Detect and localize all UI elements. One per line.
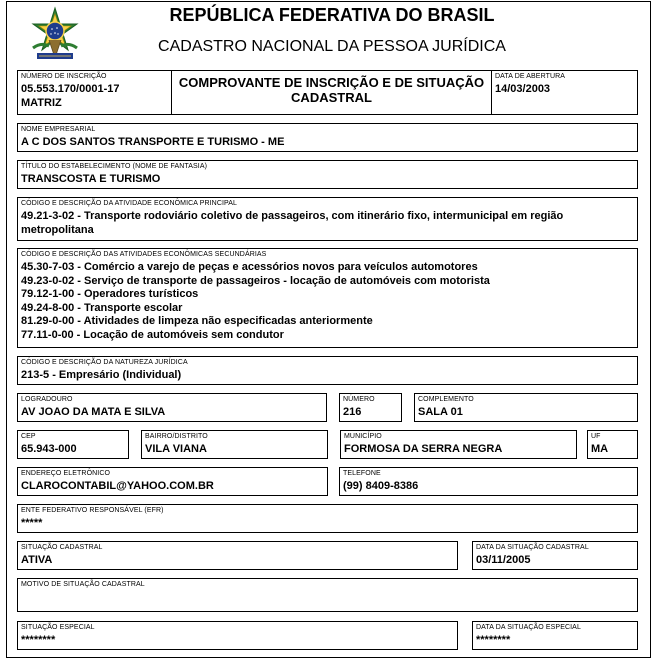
comprovante-title-line1: COMPROVANTE DE INSCRIÇÃO E DE SITUAÇÃO <box>178 75 485 90</box>
titulo-estabelecimento-value: TRANSCOSTA E TURISMO <box>21 173 161 185</box>
list-item: 77.11-0-00 - Locação de automóveis sem condutor <box>21 328 284 341</box>
situacao-box <box>17 541 458 570</box>
efr-value: ***** <box>21 517 43 529</box>
atividade-principal-label: CÓDIGO E DESCRIÇÃO DA ATIVIDADE ECONÔMICA PRINCIPAL <box>21 200 238 207</box>
municipio-box <box>340 430 577 459</box>
atividades-secundarias-label: CÓDIGO E DESCRIÇÃO DAS ATIVIDADES ECONÔMICAS SECUNDÁRIAS <box>21 251 267 258</box>
natureza-juridica-label: CÓDIGO E DESCRIÇÃO DA NATUREZA JURÍDICA <box>21 359 188 366</box>
inscricao-box <box>17 70 172 115</box>
titulo-estabelecimento-box <box>17 160 638 189</box>
page-title: REPÚBLICA FEDERATIVA DO BRASIL <box>169 5 495 25</box>
logradouro-value: AV JOAO DA MATA E SILVA <box>21 406 166 418</box>
document-frame <box>6 1 651 658</box>
atividades-secundarias-box <box>17 248 638 348</box>
telefone-box <box>339 467 638 496</box>
efr-label: ENTE FEDERATIVO RESPONSÁVEL (EFR) <box>21 507 164 514</box>
cep-box <box>17 430 129 459</box>
bairro-label: BAIRRO/DISTRITO <box>145 433 208 440</box>
complemento-label: COMPLEMENTO <box>418 396 474 403</box>
nome-empresarial-label: NOME EMPRESARIAL <box>21 126 96 133</box>
list-item: 45.30-7-03 - Comércio a varejo de peças e acessórios novos para veículos automotores <box>21 261 478 273</box>
atividades-secundarias-list <box>21 261 634 343</box>
natureza-juridica-box <box>17 356 638 385</box>
uf-label: UF <box>591 433 601 440</box>
atividade-principal-line1: 49.21-3-02 - Transporte rodoviário coletivo de passageiros, com itinerário fixo, intermunicipal em região <box>21 210 564 222</box>
email-value: CLAROCONTABIL@YAHOO.COM.BR <box>21 480 214 492</box>
inscricao-label: NÚMERO DE INSCRIÇÃO <box>21 73 107 80</box>
abertura-label: DATA DE ABERTURA <box>495 73 566 80</box>
telefone-value: (99) 8409-8386 <box>343 480 419 492</box>
brazil-coat-of-arms-icon <box>27 6 83 64</box>
numero-label: NÚMERO <box>343 396 375 403</box>
comprovante-title <box>172 75 491 105</box>
logradouro-box <box>17 393 327 422</box>
municipio-label: MUNICÍPIO <box>344 433 382 440</box>
data-situacao-label: DATA DA SITUAÇÃO CADASTRAL <box>476 544 589 551</box>
titulo-estabelecimento-label: TÍTULO DO ESTABELECIMENTO (NOME DE FANTASIA) <box>21 163 208 170</box>
situacao-label: SITUAÇÃO CADASTRAL <box>21 544 103 551</box>
bairro-value: VILA VIANA <box>145 443 207 455</box>
municipio-value: FORMOSA DA SERRA NEGRA <box>344 443 503 455</box>
cnpj-tipo: MATRIZ <box>21 96 62 109</box>
telefone-label: TELEFONE <box>343 470 381 477</box>
email-label: ENDEREÇO ELETRÔNICO <box>21 470 111 477</box>
atividade-principal-value <box>21 210 634 237</box>
abertura-value: 14/03/2003 <box>495 83 551 95</box>
situacao-especial-box <box>17 621 458 650</box>
complemento-value: SALA 01 <box>418 406 463 418</box>
numero-value: 216 <box>343 406 362 418</box>
list-item: 81.29-0-00 - Atividades de limpeza não especificadas anteriormente <box>21 315 373 328</box>
uf-box <box>587 430 638 459</box>
data-situacao-value: 03/11/2005 <box>476 554 531 566</box>
list-item: 49.23-0-02 - Serviço de transporte de passageiros - locação de automóveis com motorista <box>21 274 490 287</box>
numero-box <box>339 393 402 422</box>
motivo-label: MOTIVO DE SITUAÇÃO CADASTRAL <box>21 581 145 588</box>
efr-box <box>17 504 638 533</box>
bairro-box <box>141 430 328 459</box>
atividade-principal-box <box>17 197 638 241</box>
situacao-value: ATIVA <box>21 554 53 566</box>
list-item: 49.24-8-00 - Transporte escolar <box>21 301 183 314</box>
situacao-especial-value: ******** <box>21 634 56 646</box>
cnpj-number: 05.553.170/0001-17 <box>21 83 120 95</box>
cep-label: CEP <box>21 433 36 440</box>
nome-empresarial-box <box>17 123 638 152</box>
cnpj-value <box>21 83 168 110</box>
data-situacao-especial-label: DATA DA SITUAÇÃO ESPECIAL <box>476 624 581 631</box>
cep-value: 65.943-000 <box>21 443 77 455</box>
nome-empresarial-value: A C DOS SANTOS TRANSPORTE E TURISMO - ME <box>21 136 285 148</box>
situacao-especial-label: SITUAÇÃO ESPECIAL <box>21 624 95 631</box>
email-box <box>17 467 328 496</box>
data-situacao-especial-value: ******** <box>476 634 511 646</box>
list-item: 79.12-1-00 - Operadores turísticos <box>21 288 199 301</box>
complemento-box <box>414 393 638 422</box>
motivo-box <box>17 578 638 612</box>
atividade-principal-line2: metropolitana <box>21 223 94 236</box>
logradouro-label: LOGRADOURO <box>21 396 73 403</box>
data-situacao-box <box>472 541 638 570</box>
abertura-box <box>491 70 638 115</box>
data-situacao-especial-box <box>472 621 638 650</box>
page-subtitle: CADASTRO NACIONAL DA PESSOA JURÍDICA <box>158 38 506 55</box>
uf-value: MA <box>591 443 609 455</box>
natureza-juridica-value: 213-5 - Empresário (Individual) <box>21 369 182 381</box>
comprovante-title-box <box>171 70 492 115</box>
comprovante-title-line2: CADASTRAL <box>291 90 372 105</box>
